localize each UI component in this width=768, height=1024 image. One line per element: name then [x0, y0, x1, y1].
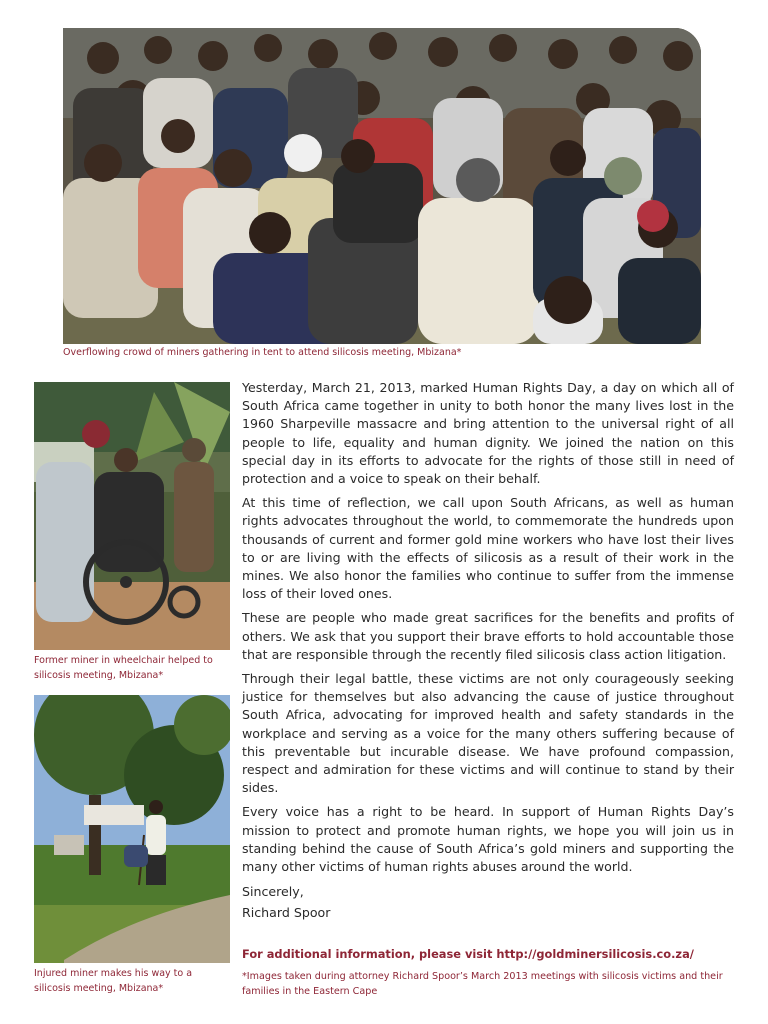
injured-miner-illustration [34, 695, 230, 963]
hero-photo-crowd [63, 28, 701, 344]
article-body [242, 379, 734, 882]
wheelchair-caption-line2: silicosis meeting, Mbizana* [34, 670, 164, 681]
injured-miner-caption-line1: Injured miner makes his way to a [34, 968, 193, 979]
article-paragraph: Yesterday, March 21, 2013, marked Human Rights Day, a day on which all of South Africa came together in unity to both honor the many lives lost in the 1960 Sharpeville massacre and bring attention to the universal right of all people to life, equality and human dignity. We joined the nation on this special day in its efforts to advocate for the rights of those still in need of protection and a voice to speak on their behalf. [242, 380, 734, 487]
footnote: *Images taken during attorney Richard Spoor’s March 2013 meetings with silicosis victims and their families in the Eastern Cape [242, 971, 723, 997]
signature: Richard Spoor [242, 905, 331, 920]
info-link[interactable]: For additional information, please visit http://goldminersilicosis.co.za/ [242, 947, 694, 961]
wheelchair-caption-line1: Former miner in wheelchair helped to [34, 655, 213, 666]
wheelchair-illustration [34, 382, 230, 650]
crowd-illustration [63, 28, 701, 344]
signoff [242, 881, 330, 923]
article-paragraph: Every voice has a right to be heard. In support of Human Rights Day’s mission to protect and promote human rights, we hope you will join us in standing behind the cause of South Africa’s gold miners and supporting the many other victims of human rights abuses around the world. [242, 804, 734, 875]
photo-injured-miner [34, 695, 230, 963]
wheelchair-caption [34, 653, 213, 683]
injured-miner-caption [34, 966, 192, 996]
article-paragraph: Through their legal battle, these victims are not only courageously seeking justice for themselves but also advancing the cause of justice throughout South Africa, advocating for improved health and safety standards in the workplace and serving as a voice for the many others suffering because of this preventable but incurable disease. We have profound compassion, respect and admiration for these victims and will continue to stand by their sides. [242, 671, 734, 796]
article-paragraph: At this time of reflection, we call upon South Africans, as well as human rights advocates throughout the world, to commemorate the hundreds upon thousands of current and former gold mine workers who have lost their lives to or are living with the effects of silicosis as a result of their work in the mines. We also honor the families who continue to suffer from the immense loss of their loved ones. [242, 495, 734, 602]
injured-miner-caption-line2: silicosis meeting, Mbizana* [34, 983, 164, 994]
article-paragraph: These are people who made great sacrifices for the benefits and profits of others. We ask that you support their brave efforts to hold accountable those that are responsible through the recently filed silicosis class action litigation. [242, 610, 734, 662]
hero-caption: Overflowing crowd of miners gathering in tent to attend silicosis meeting, Mbizana* [63, 347, 462, 358]
photo-wheelchair [34, 382, 230, 650]
closing: Sincerely, [242, 884, 304, 899]
